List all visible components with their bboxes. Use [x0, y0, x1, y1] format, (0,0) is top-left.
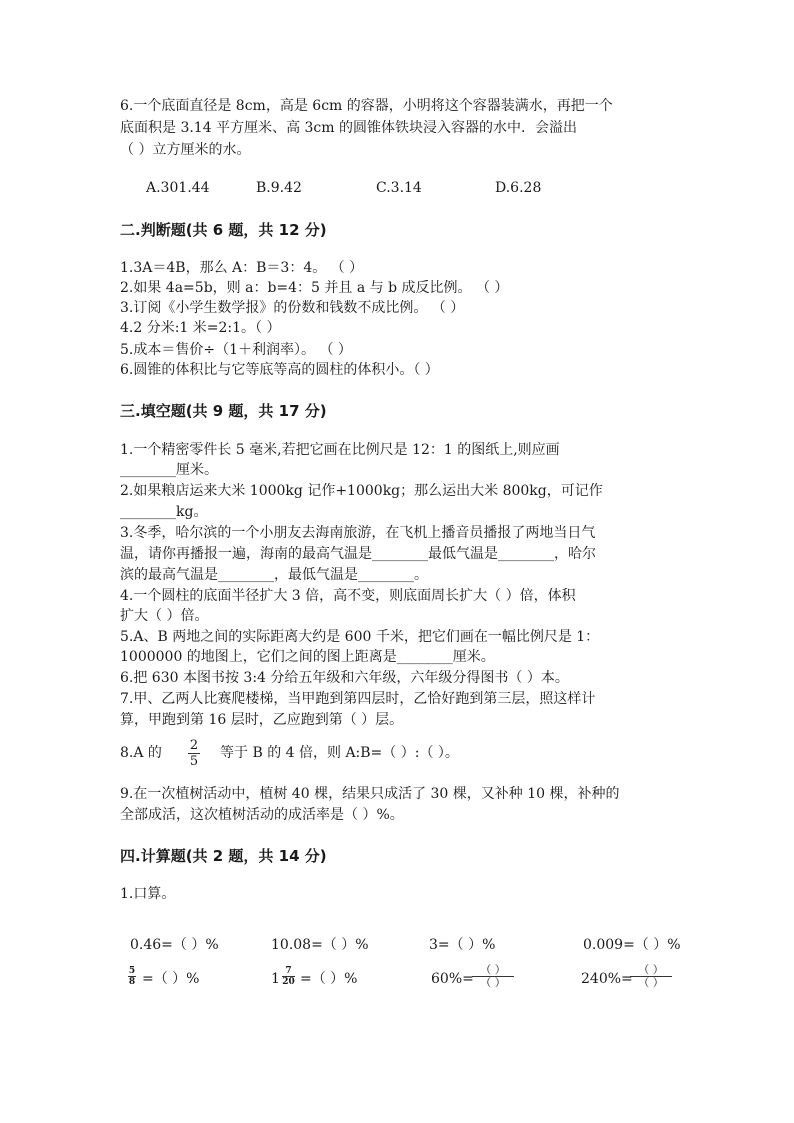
s2-item-3: 3.订阅《小学生数学报》的份数和钱数不成比例。 （ ） [120, 300, 465, 316]
q8-fraction-den: 5 [189, 754, 199, 769]
calc-r2-d-fraction [630, 964, 672, 989]
calc-r2-a-fraction [128, 966, 136, 987]
s3-line: 4.一个圆柱的底面半径扩大 3 倍，高不变，则底面周长扩大（ ）倍，体积 [120, 588, 576, 604]
section3-title: 三.填空题(共 9 题，共 17 分) [120, 402, 327, 420]
q6-line3: （ ）立方厘米的水。 [120, 142, 251, 158]
calc-r1-c2: 10.08=（ ）% [271, 937, 369, 953]
calc-r2-d-num: （ ） [638, 963, 664, 976]
calc-r2-a-num: 5 [128, 966, 136, 976]
q8-suffix: 等于 B 的 4 倍，则 A:B=（ ）:（ ）。 [220, 745, 459, 761]
s3-line: 2.如果粮店运来大米 1000kg 记作+1000kg；那么运出大米 800kg，可记作 [120, 483, 603, 499]
s3-line: 温，请你再播报一遍，海南的最高气温是________最低气温是________，哈尔 [120, 546, 596, 562]
calc-r2-b-tail: =（ ）% [300, 971, 358, 987]
q9-line2: 全部成活，这次植树活动的成活率是（ ）%。 [120, 807, 404, 823]
s3-line: ________kg。 [120, 504, 208, 520]
calc-r2-b-den: 20 [282, 977, 295, 987]
s2-item-1: 1.3A＝4B，那么 A：B＝3：4。 （ ） [120, 260, 364, 276]
s3-line: 7.甲、乙两人比赛爬楼梯，当甲跑到第四层时，乙恰好跑到第三层，照这样计 [120, 691, 596, 707]
calc-r2-d-den: （ ） [638, 976, 664, 989]
q8-fraction-num: 2 [189, 738, 199, 753]
calc-r2-c-fraction [472, 964, 514, 989]
calc-r2-a-den: 8 [128, 977, 136, 987]
s3-line: 1.一个精密零件长 5 毫米,若把它画在比例尺是 12：1 的图纸上,则应画 [120, 442, 560, 458]
section4-subtitle: 1.口算。 [120, 886, 176, 902]
q6-option-d: D.6.28 [495, 180, 542, 196]
calc-r2-c-den: （ ） [480, 976, 506, 989]
calc-r2-a-tail: =（ ）% [142, 971, 200, 987]
q6-option-b: B.9.42 [256, 180, 302, 196]
s2-item-5: 5.成本＝售价÷（1＋利润率）。 （ ） [120, 342, 352, 358]
calc-r2-d-head: 240%= [581, 971, 633, 987]
calc-r2-b-num: 7 [285, 966, 292, 976]
s2-item-4: 4.2 分米:1 米=2:1。（ ） [120, 320, 281, 336]
calc-r2-b-whole: 1 [271, 971, 280, 987]
q9-line1: 9.在一次植树活动中，植树 40 棵，结果只成活了 30 棵，又补种 10 棵，补种的 [120, 786, 620, 802]
s3-line: ________厘米。 [120, 462, 218, 478]
s3-line: 3.冬季，哈尔滨的一个小朋友去海南旅游，在飞机上播音员播报了两地当日气 [120, 525, 596, 541]
q6-option-c: C.3.14 [376, 180, 422, 196]
section2-title: 二.判断题(共 6 题，共 12 分) [120, 221, 327, 239]
s3-line: 5.A、B 两地之间的实际距离大约是 600 千米，把它们画在一幅比例尺是 1： [120, 629, 600, 645]
calc-r1-c4: 0.009=（ ）% [583, 937, 681, 953]
q8-prefix: 8.A 的 [120, 745, 162, 761]
q6-option-a: A.301.44 [146, 180, 210, 196]
s2-item-6: 6.圆锥的体积比与它等底等高的圆柱的体积小。（ ） [120, 362, 439, 378]
s3-line: 滨的最高气温是________，最低气温是________。 [120, 567, 428, 583]
s3-line: 6.把 630 本图书按 3:4 分给五年级和六年级，六年级分得图书（ ）本。 [120, 670, 569, 686]
s3-line: 1000000 的地图上，它们之间的图上距离是________厘米。 [120, 649, 495, 665]
section4-title: 四.计算题(共 2 题，共 14 分) [120, 847, 327, 865]
calc-r2-b-fraction [282, 966, 295, 987]
calc-r1-c3: 3=（ ）% [429, 937, 496, 953]
s2-item-2: 2.如果 4a=5b，则 a：b=4：5 并且 a 与 b 成反比例。 （ ） [120, 280, 509, 296]
calc-r1-c1: 0.46=（ ）% [130, 937, 219, 953]
calc-r2-c-num: （ ） [480, 963, 506, 976]
s3-line: 扩大（ ）倍。 [120, 608, 209, 624]
q8-fraction [188, 738, 200, 769]
s3-line: 算，甲跑到第 16 层时，乙应跑到第（ ）层。 [120, 712, 404, 728]
q6-line2: 底面积是 3.14 平方厘米、高 3cm 的圆锥体铁块浸入容器的水中．会溢出 [120, 120, 577, 136]
calc-r2-c-head: 60%= [431, 971, 474, 987]
q6-line1: 6.一个底面直径是 8cm，高是 6cm 的容器，小明将这个容器装满水，再把一个 [120, 98, 613, 114]
